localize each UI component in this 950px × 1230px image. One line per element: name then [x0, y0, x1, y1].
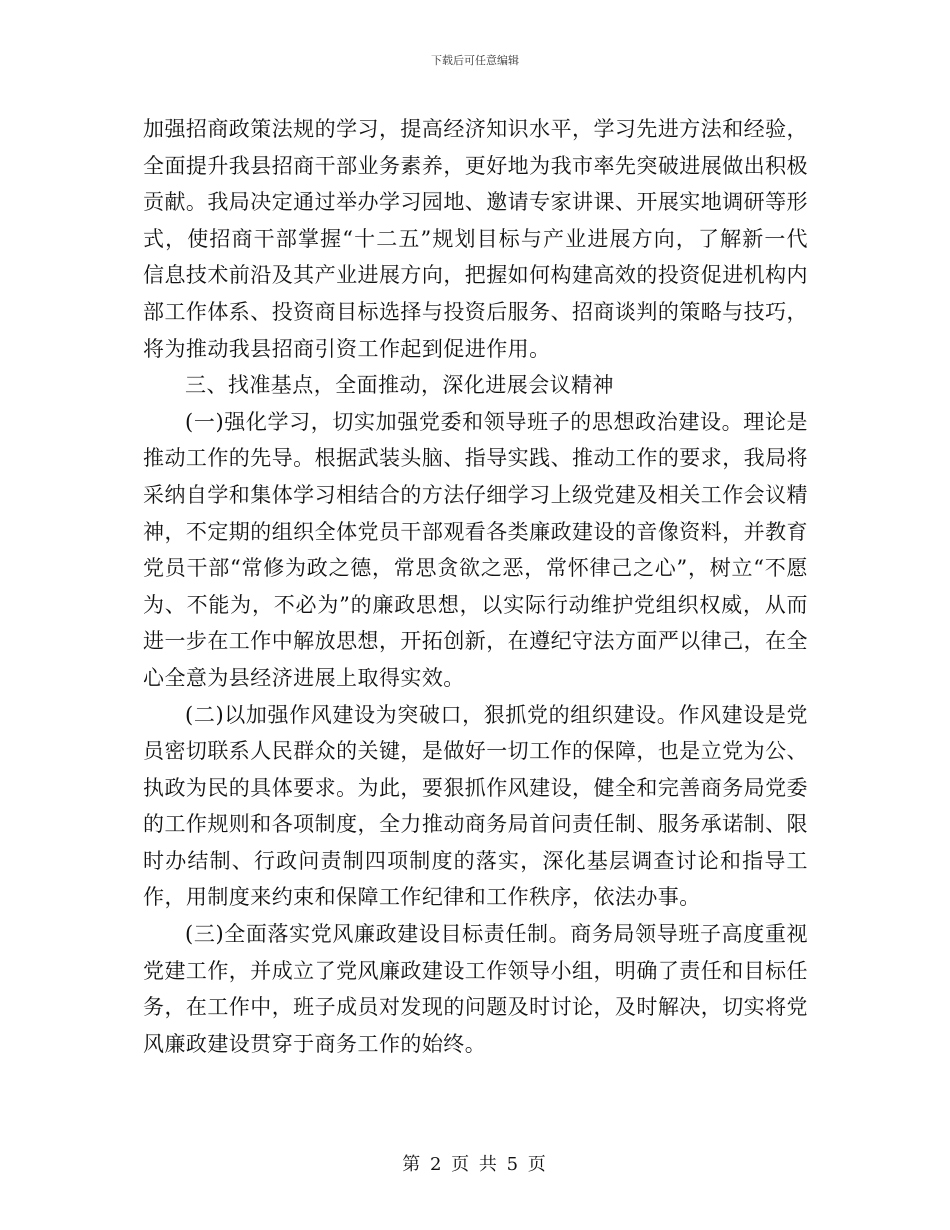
- page-number-footer: 第 2 页 共 5 页: [402, 1154, 548, 1175]
- paragraph-item-3: (三)全面落实党风廉政建设目标责任制。商务局领导班子高度重视党建工作，并成立了党风廉政建设工作领导小组，明确了责任和目标任务，在工作中，班子成员对发现的问题及时讨论，及时解决，切实将党风廉政建设贯穿于商务工作的始终。: [143, 922, 808, 1056]
- section-heading: 三、找准基点，全面推动，深化进展会议精神: [185, 373, 614, 398]
- paragraph-continuation: 加强招商政策法规的学习，提高经济知识水平，学习先进方法和经验，全面提升我县招商干部业务素养，更好地为我市率先突破进展做出积极贡献。我局决定通过举办学习园地、邀请专家讲课、开展实地调研等形式，使招商干部掌握“十二五”规划目标与产业进展方向，了解新一代信息技术前沿及其产业进展方向，把握如何构建高效的投资促进机构内部工作体系、投资商目标选择与投资后服务、招商谈判的策略与技巧，将为推动我县招商引资工作起到促进作用。: [143, 117, 808, 361]
- paragraph-item-2: (二)以加强作风建设为突破口，狠抓党的组织建设。作风建设是党员密切联系人民群众的关键，是做好一切工作的保障，也是立党为公、执政为民的具体要求。为此，要狠抓作风建设，健全和完善商务局党委的工作规则和各项制度，全力推动商务局首问责任制、服务承诺制、限时办结制、行政问责制四项制度的落实，深化基层调查讨论和指导工作，用制度来约束和保障工作纪律和工作秩序，依法办事。: [143, 702, 808, 910]
- document-body: [143, 111, 808, 1062]
- paragraph-item-1: (一)强化学习，切实加强党委和领导班子的思想政治建设。理论是推动工作的先导。根据武装头脑、指导实践、推动工作的要求，我局将采纳自学和集体学习相结合的方法仔细学习上级党建及相关工作会议精神，不定期的组织全体党员干部观看各类廉政建设的音像资料，并教育党员干部“常修为政之德，常思贪欲之恶，常怀律己之心”，树立“不愿为、不能为，不必为”的廉政思想，以实际行动维护党组织权威，从而进一步在工作中解放思想，开拓创新，在遵纪守法方面严以律己，在全心全意为县经济进展上取得实效。: [143, 409, 808, 690]
- page-header: 下载后可任意编辑: [431, 54, 519, 67]
